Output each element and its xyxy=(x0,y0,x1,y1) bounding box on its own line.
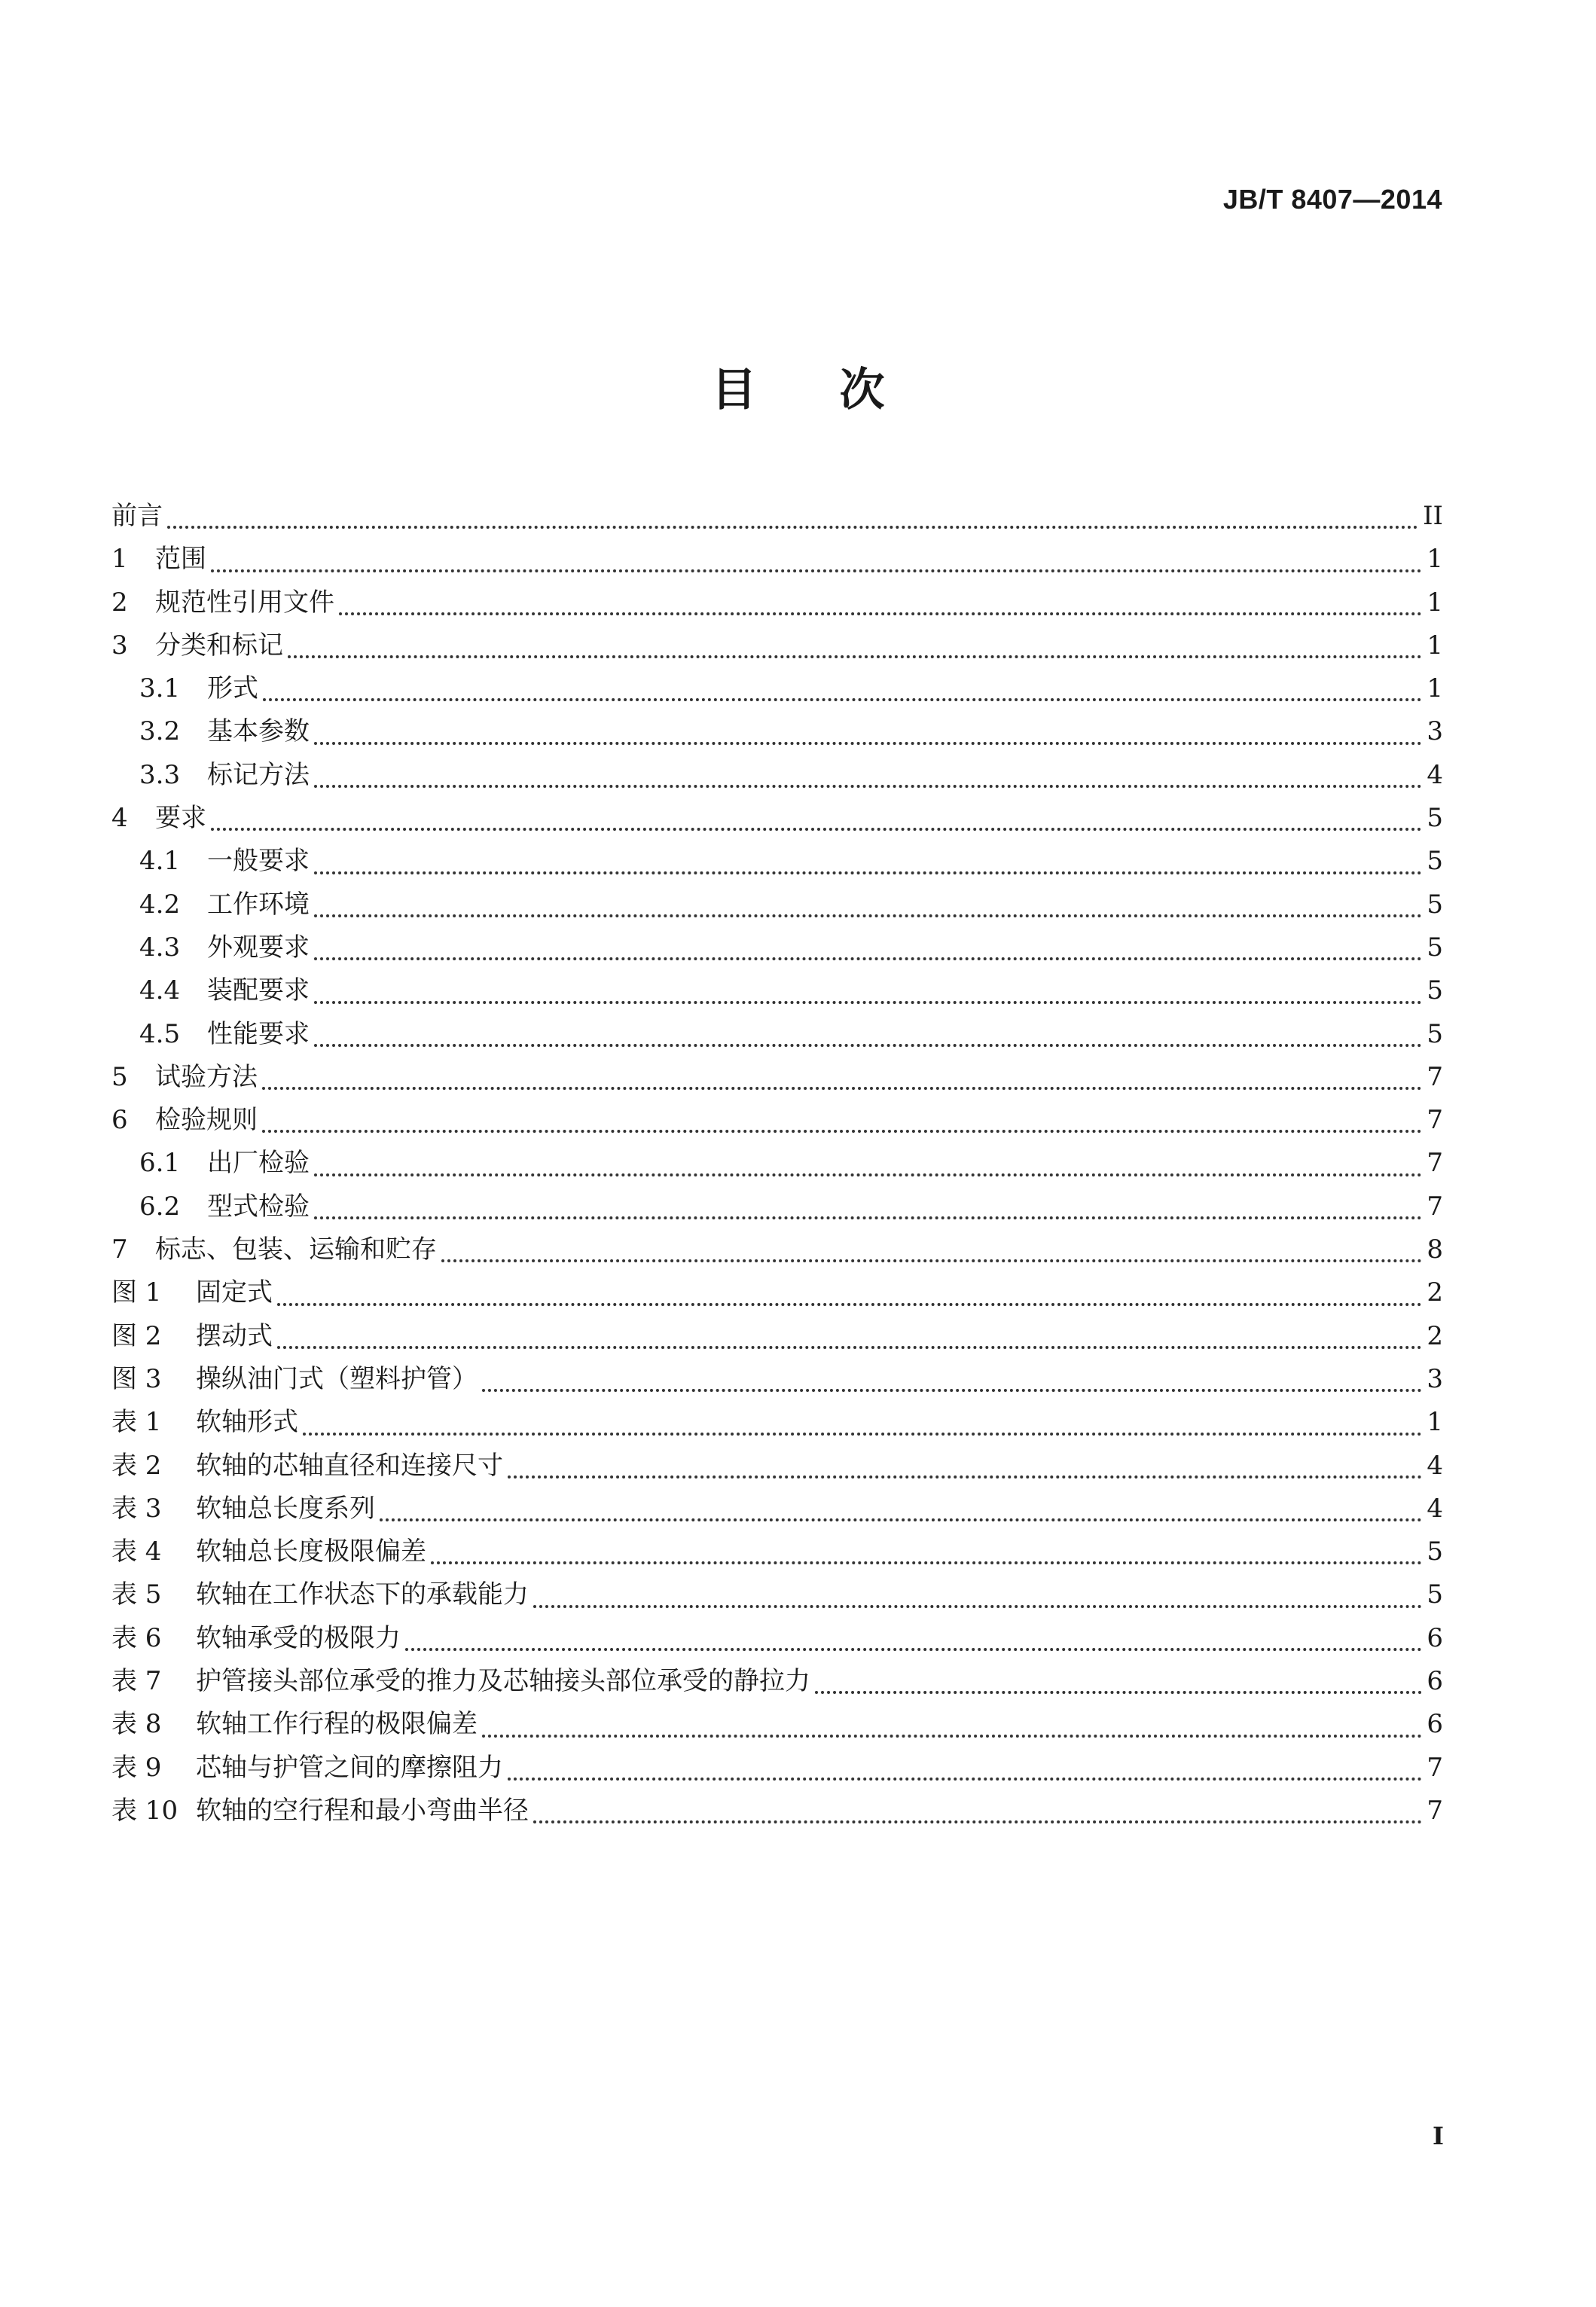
toc-entry-page: 5 xyxy=(1427,932,1443,963)
toc-entry[interactable] xyxy=(111,883,1443,926)
toc-entry-number: 4.2 xyxy=(139,889,181,920)
toc-entry-label: 基本参数 xyxy=(207,716,310,747)
toc-entry-page: 1 xyxy=(1427,630,1443,661)
dot-leader xyxy=(262,1115,1422,1133)
toc-entry-label: 软轴形式 xyxy=(196,1407,298,1438)
toc-entry-number: 4.5 xyxy=(139,1018,181,1049)
toc-entry-number: 4 xyxy=(111,803,128,834)
toc-entry[interactable] xyxy=(111,969,1443,1012)
toc-entry-page: 1 xyxy=(1427,587,1443,618)
toc-entry-label: 标记方法 xyxy=(207,759,310,790)
toc-entry-number: 3 xyxy=(111,630,128,661)
toc-entry[interactable] xyxy=(111,1790,1443,1832)
dot-leader xyxy=(405,1633,1422,1651)
toc-entry-number: 6.1 xyxy=(139,1148,181,1179)
toc-entry-label: 范围 xyxy=(155,544,206,575)
toc-entry[interactable] xyxy=(111,926,1443,969)
toc-entry-number: 2 xyxy=(111,587,128,618)
toc-entry-number: 5 xyxy=(111,1061,128,1092)
toc-entry-label: 规范性引用文件 xyxy=(155,587,334,618)
toc-entry[interactable] xyxy=(111,1660,1443,1703)
toc-entry-label: 性能要求 xyxy=(207,1018,310,1049)
toc-entry[interactable] xyxy=(111,495,1443,538)
toc-entry[interactable] xyxy=(111,1228,1443,1271)
dot-leader xyxy=(277,1331,1422,1349)
toc-entry-page: 5 xyxy=(1427,1579,1443,1610)
toc-entry-number: 表 7 xyxy=(111,1666,162,1697)
toc-title: 目次 xyxy=(711,364,968,417)
toc-entry[interactable] xyxy=(111,667,1443,710)
toc-entry-label: 前言 xyxy=(111,501,163,531)
toc-entry-label: 出厂检验 xyxy=(207,1148,310,1179)
toc-entry-number: 7 xyxy=(111,1234,128,1265)
dot-leader xyxy=(262,1072,1422,1090)
dot-leader xyxy=(508,1460,1422,1478)
toc-entry-page: 7 xyxy=(1427,1191,1443,1222)
toc-entry[interactable] xyxy=(111,1315,1443,1358)
dot-leader xyxy=(533,1805,1422,1823)
toc-entry-number: 1 xyxy=(111,544,128,575)
toc-entry-page: 1 xyxy=(1427,544,1443,575)
dot-leader xyxy=(314,899,1422,917)
dot-leader xyxy=(314,1201,1422,1219)
dot-leader xyxy=(314,856,1422,874)
toc-entry[interactable] xyxy=(111,1099,1443,1142)
toc-entry[interactable] xyxy=(111,1401,1443,1444)
toc-entry-page: 3 xyxy=(1427,1363,1443,1394)
toc-entry[interactable] xyxy=(111,1142,1443,1185)
toc-entry-page: 7 xyxy=(1427,1148,1443,1179)
toc-entry-label: 操纵油门式（塑料护管） xyxy=(196,1363,478,1394)
toc-entry[interactable] xyxy=(111,1573,1443,1616)
toc-entry-page: 1 xyxy=(1427,673,1443,704)
toc-entry-page: 5 xyxy=(1427,975,1443,1006)
toc-entry[interactable] xyxy=(111,1271,1443,1314)
toc-entry-label: 软轴的空行程和最小弯曲半径 xyxy=(196,1795,529,1826)
dot-leader xyxy=(277,1288,1422,1306)
dot-leader xyxy=(441,1244,1422,1262)
toc-entry-number: 4.4 xyxy=(139,975,181,1006)
toc-entry-label: 软轴总长度极限偏差 xyxy=(196,1536,426,1567)
toc-entry-number: 表 3 xyxy=(111,1493,162,1524)
toc-entry-label: 装配要求 xyxy=(207,975,310,1006)
toc-entry-label: 试验方法 xyxy=(155,1061,258,1092)
toc-entry-number: 4.3 xyxy=(139,932,181,963)
toc-entry-page: 2 xyxy=(1427,1277,1443,1308)
toc-entry-number: 3.3 xyxy=(139,759,181,790)
toc-entry-number: 图 2 xyxy=(111,1320,162,1351)
toc-entry-number: 3.1 xyxy=(139,673,181,704)
toc-entry-number: 图 1 xyxy=(111,1277,162,1308)
toc-entry-number: 4.1 xyxy=(139,846,181,877)
toc-entry-page: 5 xyxy=(1427,1536,1443,1567)
toc-entry-label: 检验规则 xyxy=(155,1105,258,1136)
toc-entry-page: 7 xyxy=(1427,1795,1443,1826)
toc-entry-number: 3.2 xyxy=(139,716,181,747)
dot-leader xyxy=(380,1503,1422,1521)
toc-entry[interactable] xyxy=(111,754,1443,797)
toc-entry-page: 4 xyxy=(1427,759,1443,790)
toc-entry[interactable] xyxy=(111,581,1443,624)
toc-entry-label: 软轴的芯轴直径和连接尺寸 xyxy=(196,1450,503,1481)
toc-entry-label: 芯轴与护管之间的摩擦阻力 xyxy=(196,1752,503,1783)
toc-entry[interactable] xyxy=(111,797,1443,840)
dot-leader xyxy=(167,511,1418,529)
toc-entry-number: 6 xyxy=(111,1105,128,1136)
toc-entry[interactable] xyxy=(111,538,1443,581)
dot-leader xyxy=(314,986,1422,1004)
toc-entry[interactable] xyxy=(111,1186,1443,1228)
toc-entry-page: 6 xyxy=(1427,1709,1443,1740)
toc-entry[interactable] xyxy=(111,624,1443,667)
toc-entry-number: 表 8 xyxy=(111,1709,162,1740)
dot-leader xyxy=(482,1374,1422,1392)
toc-entry-page: 7 xyxy=(1427,1105,1443,1136)
toc-entry-number: 表 1 xyxy=(111,1407,162,1438)
toc-entry-page: 7 xyxy=(1427,1061,1443,1092)
toc-entry-page: 4 xyxy=(1427,1450,1443,1481)
toc-entry-page: 5 xyxy=(1427,803,1443,834)
toc-entry-number: 表 6 xyxy=(111,1622,162,1653)
toc-entry-page: 1 xyxy=(1427,1407,1443,1438)
toc-entry-label: 软轴在工作状态下的承载能力 xyxy=(196,1579,529,1610)
dot-leader xyxy=(314,1029,1422,1047)
toc-entry-number: 表 2 xyxy=(111,1450,162,1481)
toc-entry[interactable] xyxy=(111,1617,1443,1660)
toc-entry[interactable] xyxy=(111,1530,1443,1573)
toc-entry[interactable] xyxy=(111,840,1443,883)
toc-entry-number: 表 9 xyxy=(111,1752,162,1783)
dot-leader xyxy=(303,1417,1422,1436)
toc-entry[interactable] xyxy=(111,1488,1443,1530)
toc-entry-page: 7 xyxy=(1427,1752,1443,1783)
dot-leader xyxy=(314,770,1422,788)
toc-entry[interactable] xyxy=(111,1358,1443,1401)
toc-entry-label: 软轴工作行程的极限偏差 xyxy=(196,1709,478,1740)
toc-entry-page: 3 xyxy=(1427,716,1443,747)
toc-entry-number: 表 5 xyxy=(111,1579,162,1610)
dot-leader xyxy=(211,554,1422,572)
dot-leader xyxy=(314,727,1422,745)
dot-leader xyxy=(508,1762,1422,1781)
dot-leader xyxy=(482,1720,1422,1738)
dot-leader xyxy=(314,942,1422,960)
toc-entry-page: 5 xyxy=(1427,846,1443,877)
toc-entry-page: II xyxy=(1423,501,1443,531)
toc-entry-label: 标志、包装、运输和贮存 xyxy=(155,1234,437,1265)
toc-entry-label: 固定式 xyxy=(196,1277,273,1308)
toc-entry-number: 表 4 xyxy=(111,1536,162,1567)
toc-entry-label: 形式 xyxy=(207,673,258,704)
dot-leader xyxy=(211,813,1422,831)
toc-entry-page: 8 xyxy=(1427,1234,1443,1265)
toc-entry-label: 要求 xyxy=(155,803,206,834)
toc-entry[interactable] xyxy=(111,1747,1443,1790)
toc-entry-label: 护管接头部位承受的推力及芯轴接头部位承受的静拉力 xyxy=(196,1666,810,1697)
toc-entry-label: 软轴总长度系列 xyxy=(196,1493,375,1524)
page-number: I xyxy=(1433,2122,1444,2150)
toc-entry-label: 外观要求 xyxy=(207,932,310,963)
toc-entry-number: 6.2 xyxy=(139,1191,181,1222)
toc-entry-page: 4 xyxy=(1427,1493,1443,1524)
toc-entry[interactable] xyxy=(111,1445,1443,1488)
dot-leader xyxy=(339,597,1422,615)
toc-entry-label: 软轴承受的极限力 xyxy=(196,1622,401,1653)
toc-entry[interactable] xyxy=(111,1013,1443,1056)
toc-entry-label: 工作环境 xyxy=(207,889,310,920)
toc-entry-label: 一般要求 xyxy=(207,846,310,877)
toc-entry-page: 5 xyxy=(1427,1018,1443,1049)
toc-entry-page: 5 xyxy=(1427,889,1443,920)
toc-entry[interactable] xyxy=(111,1703,1443,1746)
dot-leader xyxy=(314,1158,1422,1176)
dot-leader xyxy=(263,683,1422,701)
toc-entry[interactable] xyxy=(111,1056,1443,1099)
dot-leader xyxy=(815,1676,1422,1694)
toc-entry-page: 6 xyxy=(1427,1622,1443,1653)
toc-list xyxy=(111,495,1443,1832)
toc-entry-page: 2 xyxy=(1427,1320,1443,1351)
dot-leader xyxy=(431,1546,1422,1564)
toc-entry-page: 6 xyxy=(1427,1666,1443,1697)
toc-entry-label: 摆动式 xyxy=(196,1320,273,1351)
toc-entry-label: 分类和标记 xyxy=(155,630,283,661)
dot-leader xyxy=(533,1590,1422,1608)
toc-entry[interactable] xyxy=(111,710,1443,753)
toc-entry-number: 图 3 xyxy=(111,1363,162,1394)
toc-entry-number: 表 10 xyxy=(111,1795,179,1826)
standard-number: JB/T 8407—2014 xyxy=(1222,184,1442,215)
toc-entry-label: 型式检验 xyxy=(207,1191,310,1222)
dot-leader xyxy=(288,640,1422,658)
